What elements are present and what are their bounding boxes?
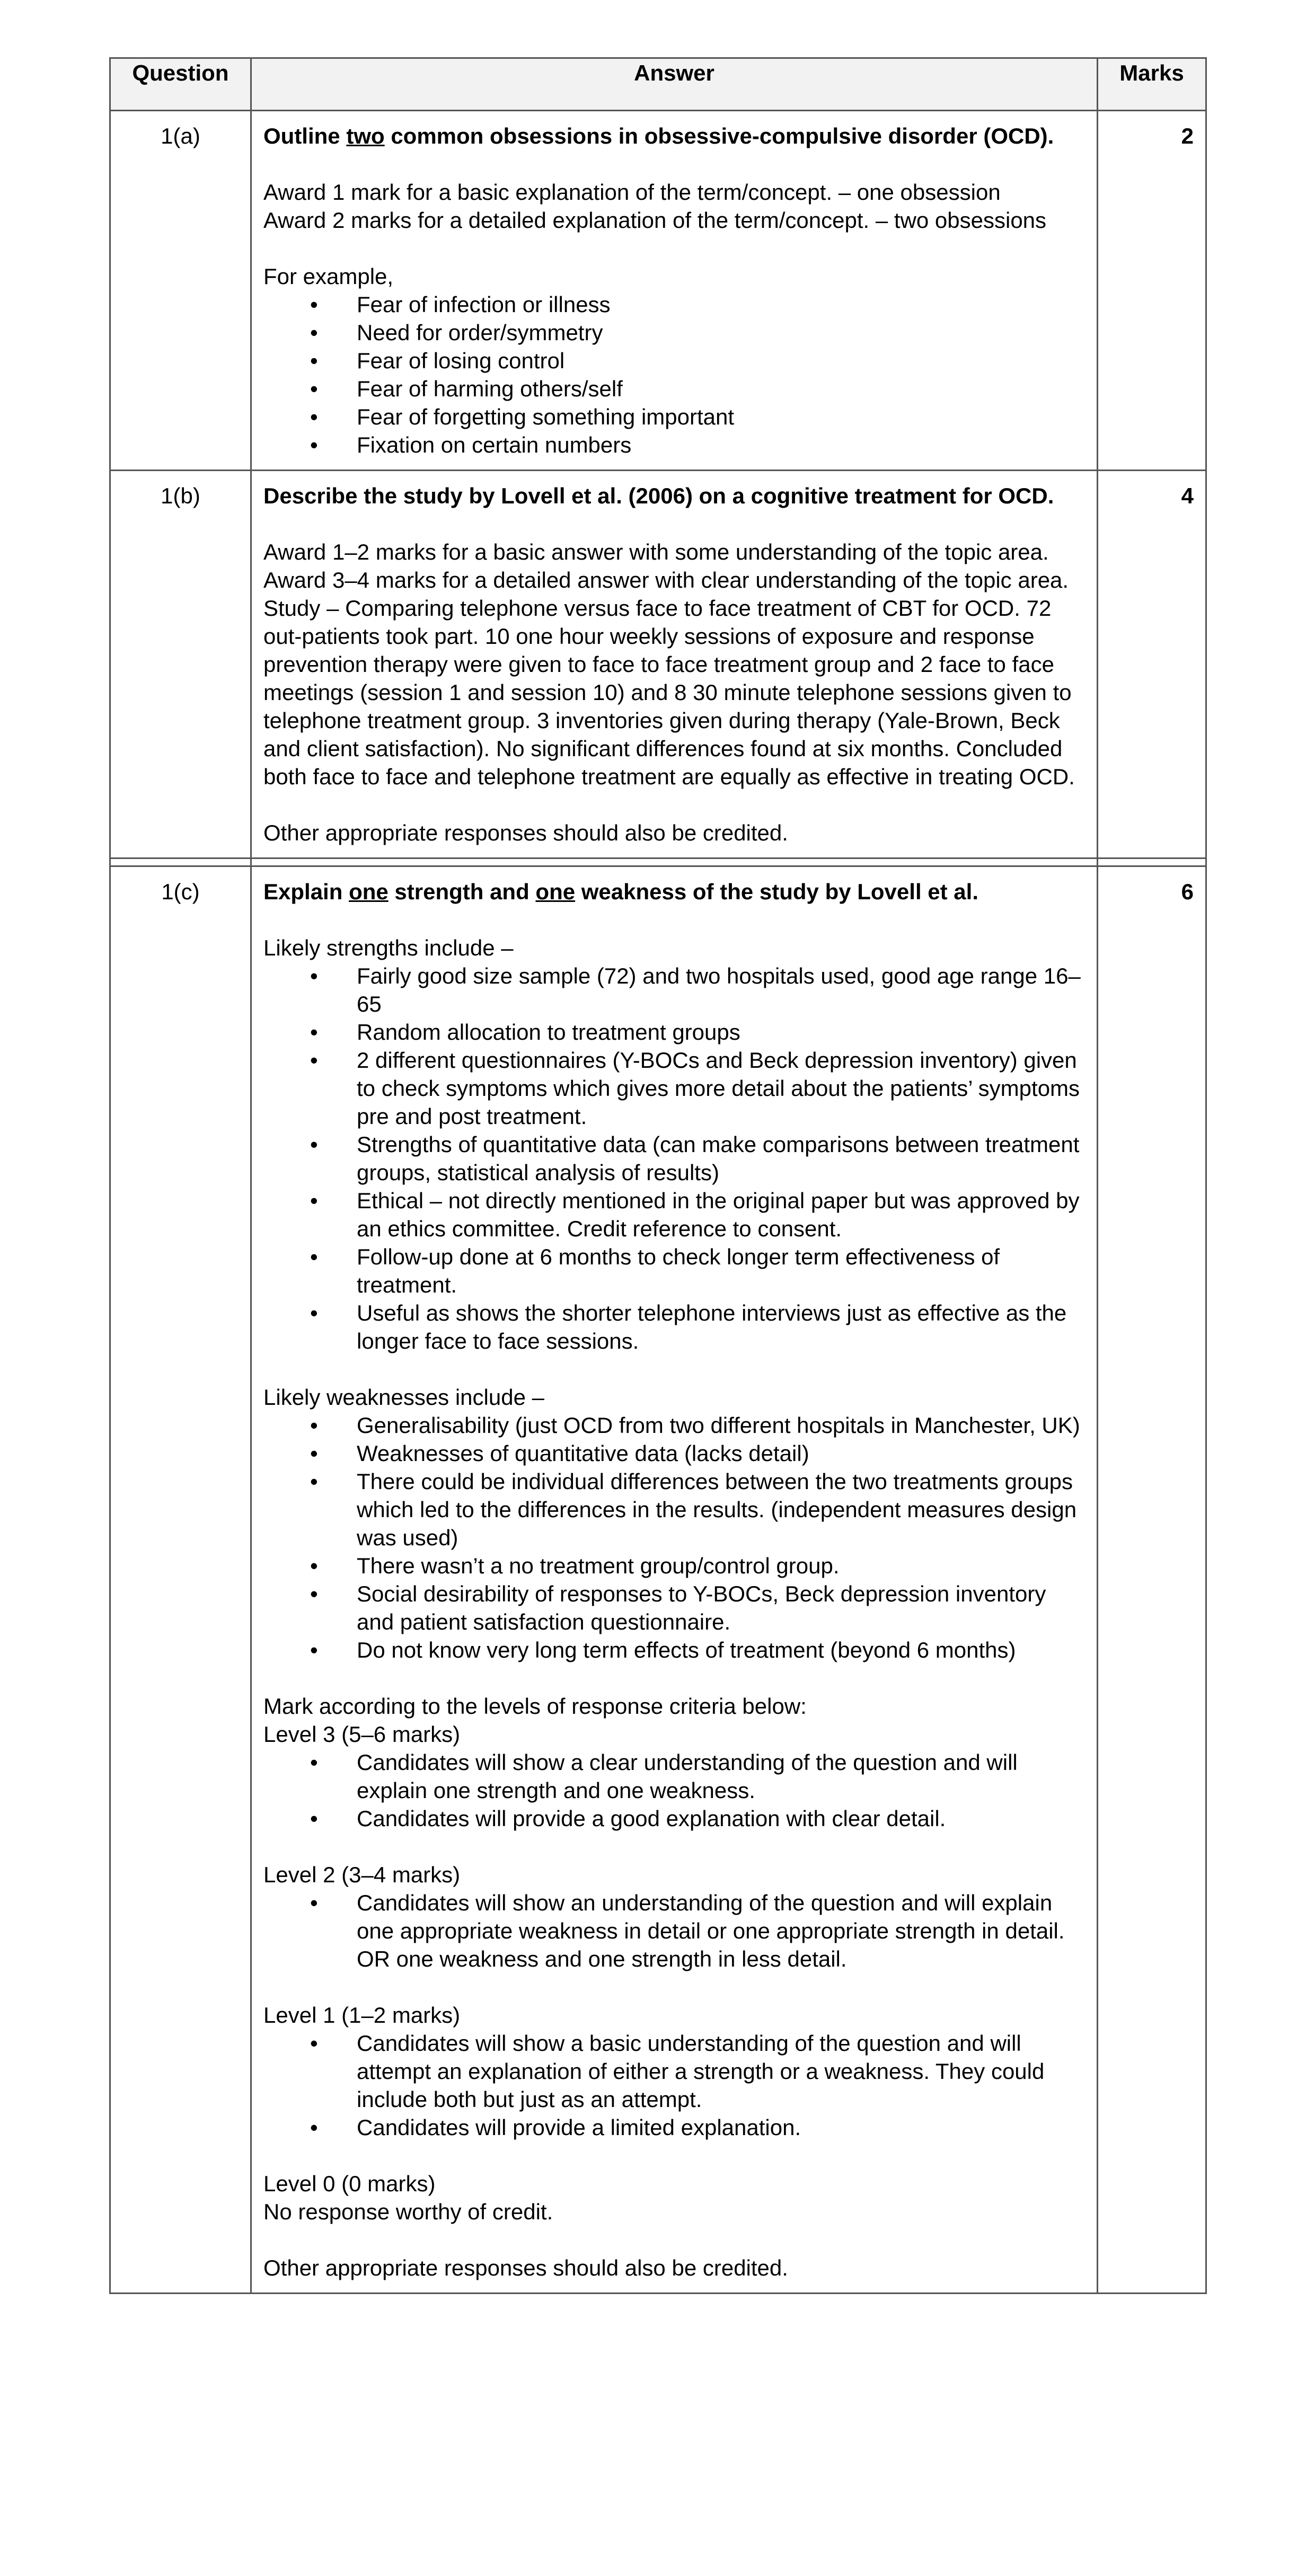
list-item: • Fairly good size sample (72) and two hospitals used, good age range 16–65 [357,962,1085,1018]
header-answer: Answer [251,58,1098,111]
examples-intro: For example, [263,264,394,289]
level-1-list [263,2029,1085,2141]
level-2-title: Level 2 (3–4 marks) [263,1862,461,1887]
list-item: • There wasn’t a no treatment group/control group. [357,1552,1085,1580]
list-item: • Need for order/symmetry [357,318,1085,347]
marks-value: 2 [1098,111,1206,471]
list-item [357,1889,1085,1973]
question-number: 1(a) [110,111,251,471]
question-text-1b: Describe the study by Lovell et al. (2006) on a cognitive treatment for OCD. [263,483,1054,508]
level-1-title: Level 1 (1–2 marks) [263,2003,461,2028]
list-item: • Ethical – not directly mentioned in the original paper but was approved by an ethics committee. Credit reference to consent. [357,1187,1085,1243]
question-emphasis: two [346,123,385,148]
row-1c [110,866,1206,2294]
level-0-title: Level 0 (0 marks) [263,2171,436,2196]
list-item: • Useful as shows the shorter telephone interviews just as effective as the longer face to face sessions. [357,1299,1085,1355]
other-responses-note: Other appropriate responses should also be credited. [263,2255,788,2280]
level-3-title: Level 3 (5–6 marks) [263,1722,461,1747]
award-line: Award 1–2 marks for a basic answer with some understanding of the topic area. [263,539,1049,564]
level-2-list [263,1889,1085,1973]
header-marks: Marks [1098,58,1206,111]
award-line: Award 3–4 marks for a detailed answer with clear understanding of the topic area. [263,568,1069,592]
list-item: • 2 different questionnaires (Y-BOCs and Beck depression inventory) given to check symptoms which gives more detail about the patients’ symptoms pre and post treatment. [357,1046,1085,1130]
question-emphasis: one [535,879,576,904]
list-item: • Social desirability of responses to Y-BOCs, Beck depression inventory and patient satisfaction questionnaire. [357,1580,1085,1636]
other-responses-note: Other appropriate responses should also be credited. [263,820,788,845]
row-1b [110,471,1206,858]
header-question: Question [110,58,251,111]
answer-cell-1b [251,471,1098,858]
question-text-part: weakness of the study by Lovell et al. [575,879,978,904]
level-0-text: No response worthy of credit. [263,2199,553,2224]
list-item: • Follow-up done at 6 months to check longer term effectiveness of treatment. [357,1243,1085,1299]
strengths-list [263,962,1085,1355]
list-item: • Strengths of quantitative data (can make comparisons between treatment groups, statistical analysis of results) [357,1130,1085,1187]
level-2-text: Candidates will show an understanding of the question and will explain one appropriate weakness in detail or one appropriate strength in detail. [357,1890,1065,1943]
award-line: Award 2 marks for a detailed explanation of the term/concept. – two obsessions [263,208,1047,233]
row-1a [110,111,1206,471]
award-line: Award 1 mark for a basic explanation of the term/concept. – one obsession [263,180,1001,205]
level-2-or: OR one weakness and one strength in less detail. [357,1946,847,1971]
list-item: • There could be individual differences between the two treatments groups which led to the differences in the results. (independent measures design was used) [357,1467,1085,1552]
list-item: • Generalisability (just OCD from two different hospitals in Manchester, UK) [357,1411,1085,1439]
list-item: • Do not know very long term effects of treatment (beyond 6 months) [357,1636,1085,1664]
weaknesses-list [263,1411,1085,1664]
study-description: Study – Comparing telephone versus face to face treatment of CBT for OCD. 72 out-patients took part. 10 one hour weekly sessions of exposure and response prevention therapy were given to face to face treatment group and 2 face to face meetings (session 1 and session 10) and 8 30 minute telephone sessions given to telephone treatment group. 3 inventories given during therapy (Yale-Brown, Beck and client satisfaction). No significant differences found at six months. Concluded both face to face and telephone treatment are equally as effective in treating OCD. [263,596,1075,789]
header-row [110,58,1206,111]
list-item: • Fear of forgetting something important [357,403,1085,431]
question-number: 1(b) [110,471,251,858]
answer-cell-1a [251,111,1098,471]
list-item: • Candidates will show a basic understanding of the question and will attempt an explanation of either a strength or a weakness. They could include both but just as an attempt. [357,2029,1085,2113]
criteria-intro: Mark according to the levels of response criteria below: [263,1694,807,1719]
question-text-1c [263,878,1085,906]
question-text-part: Explain [263,879,349,904]
list-item: • Candidates will provide a good explanation with clear detail. [357,1804,1085,1833]
marks-value: 4 [1098,471,1206,858]
separator-cell [1098,858,1206,866]
list-item: • Fixation on certain numbers [357,431,1085,459]
weaknesses-intro: Likely weaknesses include – [263,1385,544,1410]
question-text-part: common obsessions in obsessive-compulsive disorder (OCD). [384,123,1054,148]
question-text-1a [263,122,1085,150]
question-emphasis: one [349,879,389,904]
list-item: • Weaknesses of quantitative data (lacks detail) [357,1439,1085,1467]
marks-value: 6 [1098,866,1206,2294]
question-text-part: strength and [388,879,536,904]
row-separator [110,858,1206,866]
level-3-list [263,1748,1085,1833]
examples-list [263,290,1085,459]
question-number: 1(c) [110,866,251,2294]
list-item: • Fear of losing control [357,347,1085,375]
list-item: • Candidates will provide a limited explanation. [357,2113,1085,2141]
list-item: • Fear of harming others/self [357,375,1085,403]
strengths-intro: Likely strengths include – [263,935,514,960]
answer-cell-1c [251,866,1098,2294]
question-text-part: Outline [263,123,347,148]
mark-scheme-table [109,57,1207,2294]
separator-cell [110,858,251,866]
separator-cell [251,858,1098,866]
list-item: • Fear of infection or illness [357,290,1085,318]
list-item: • Candidates will show a clear understanding of the question and will explain one strength and one weakness. [357,1748,1085,1804]
list-item: • Random allocation to treatment groups [357,1018,1085,1046]
